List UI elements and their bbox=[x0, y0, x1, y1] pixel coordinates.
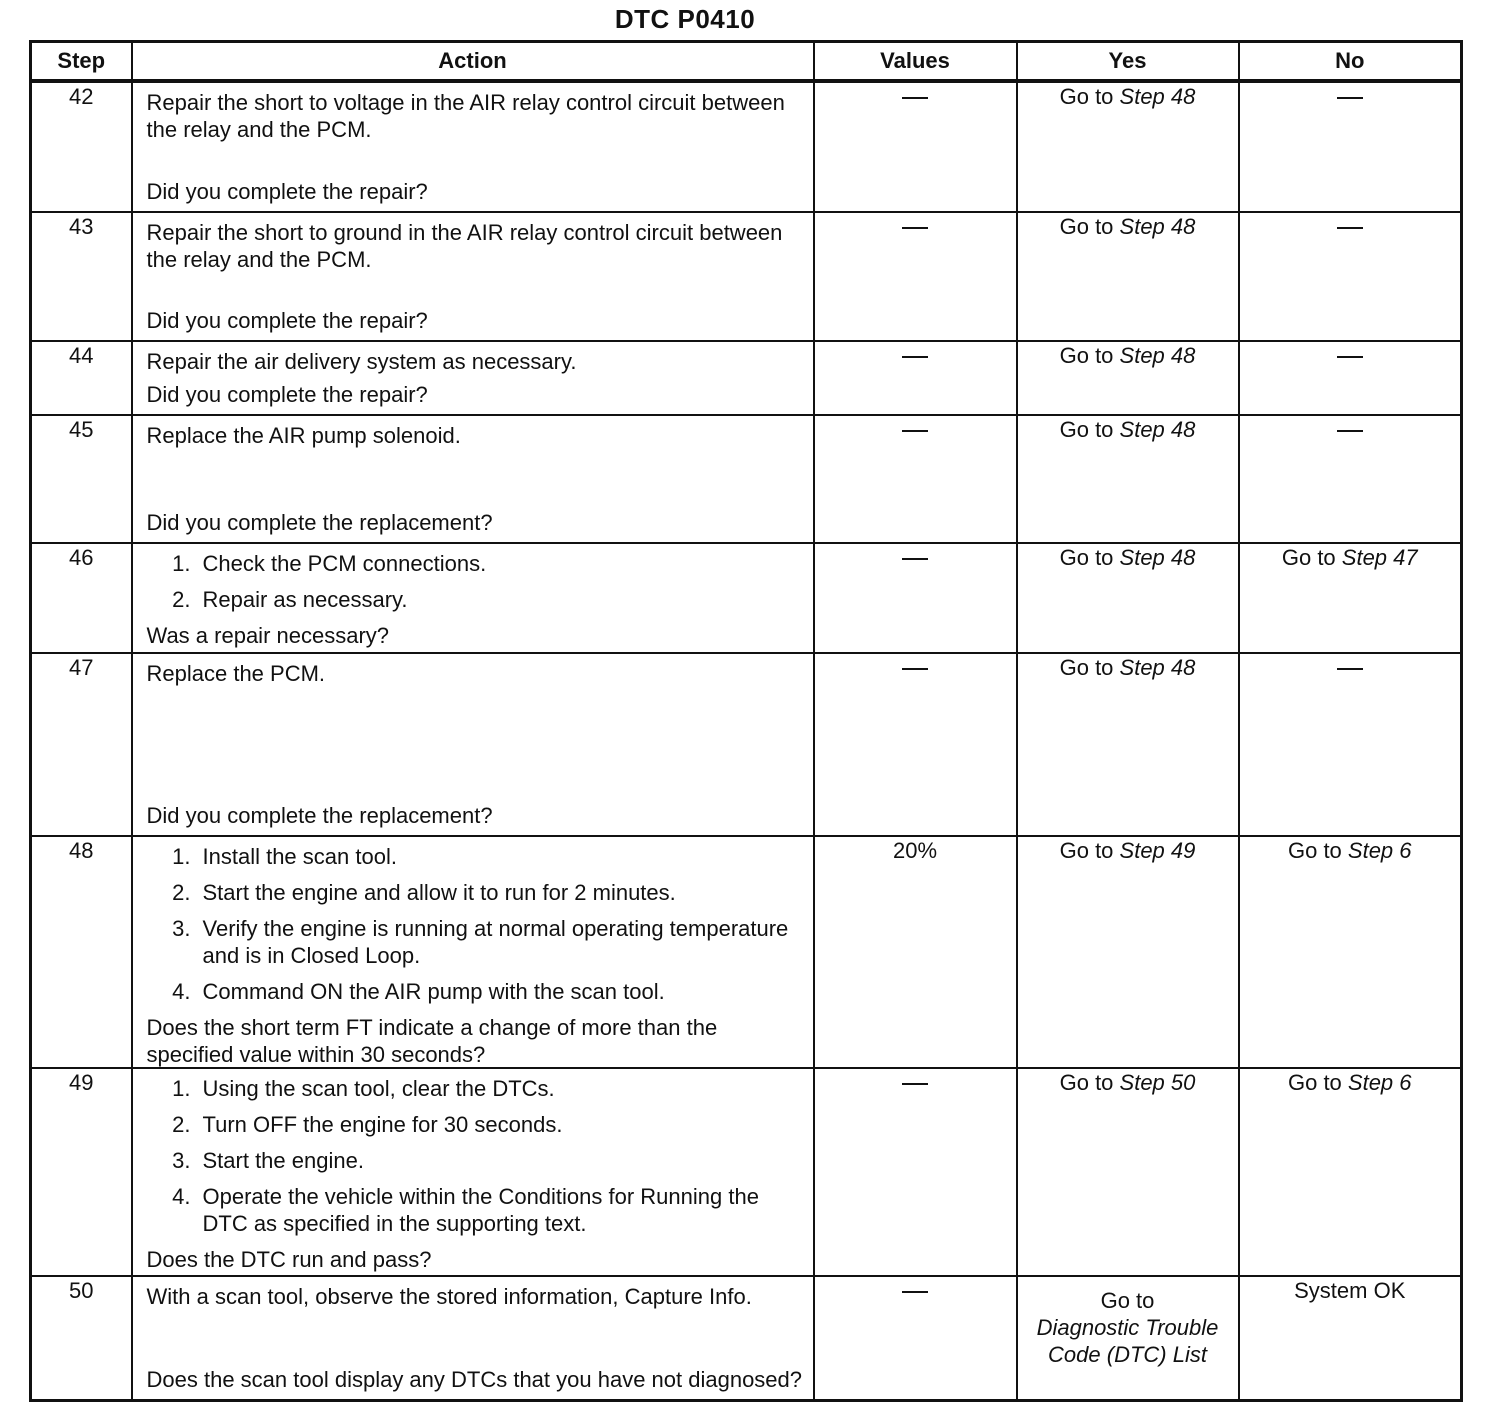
page-title: DTC P0410 bbox=[614, 4, 756, 34]
em-dash bbox=[1337, 668, 1363, 670]
result-text: System OK bbox=[1294, 1278, 1406, 1303]
action-instructions bbox=[147, 843, 803, 1014]
yes-cell bbox=[1017, 1068, 1239, 1276]
go-to-target: Step 48 bbox=[1119, 343, 1196, 368]
em-dash bbox=[1337, 227, 1363, 229]
values-cell bbox=[814, 341, 1017, 415]
action-step-item bbox=[147, 915, 803, 969]
em-dash bbox=[902, 558, 928, 560]
values-cell bbox=[814, 212, 1017, 341]
action-step-number: 3. bbox=[172, 1148, 191, 1173]
action-step-item bbox=[147, 550, 803, 577]
go-to-label: Go to bbox=[1059, 1070, 1120, 1095]
go-to-label: Go to bbox=[1287, 838, 1348, 863]
step-number: 49 bbox=[31, 1068, 132, 1276]
action-cell bbox=[132, 1276, 814, 1401]
action-step-number: 1. bbox=[172, 844, 191, 869]
action-step-number: 2. bbox=[172, 880, 191, 905]
action-text: Replace the PCM. bbox=[146, 661, 326, 686]
action-step-text: Repair as necessary. bbox=[202, 587, 408, 612]
go-to-target: Step 47 bbox=[1341, 545, 1418, 570]
yes-cell bbox=[1017, 212, 1239, 341]
values-cell bbox=[814, 653, 1017, 836]
action-step-item bbox=[147, 1147, 803, 1174]
yes-cell bbox=[1017, 415, 1239, 543]
table-row bbox=[31, 543, 1462, 653]
table-row bbox=[31, 653, 1462, 836]
action-content bbox=[133, 342, 813, 414]
action-content bbox=[133, 416, 813, 542]
table-row bbox=[31, 81, 1462, 212]
action-instructions bbox=[147, 219, 803, 273]
action-steps bbox=[147, 843, 803, 1005]
action-instructions bbox=[147, 1283, 803, 1310]
action-step-number: 2. bbox=[172, 1112, 191, 1137]
go-to-label: Go to bbox=[1059, 417, 1120, 442]
action-cell bbox=[132, 81, 814, 212]
go-to-step bbox=[1018, 544, 1238, 575]
action-step-text: Turn OFF the engine for 30 seconds. bbox=[202, 1112, 563, 1137]
action-step-item bbox=[147, 843, 803, 870]
step-number: 45 bbox=[31, 415, 132, 543]
action-content bbox=[133, 837, 813, 1067]
action-cell bbox=[132, 212, 814, 341]
go-to-target: Step 48 bbox=[1119, 545, 1196, 570]
go-to-step bbox=[1240, 544, 1461, 575]
action-instructions bbox=[147, 89, 803, 143]
header-yes: Yes bbox=[1017, 42, 1239, 82]
go-to-label: Go to bbox=[1059, 545, 1120, 570]
action-question: Did you complete the replacement? bbox=[146, 803, 493, 828]
go-to-target: Step 48 bbox=[1119, 417, 1196, 442]
table-body bbox=[31, 81, 1462, 1401]
action-text: Repair the short to voltage in the AIR relay control circuit between the relay and the PCM. bbox=[146, 90, 785, 142]
no-cell bbox=[1239, 415, 1462, 543]
no-cell bbox=[1239, 543, 1462, 653]
action-text: Repair the air delivery system as necessary. bbox=[146, 349, 577, 374]
action-text: With a scan tool, observe the stored information, Capture Info. bbox=[146, 1284, 752, 1309]
yes-cell bbox=[1017, 1276, 1239, 1401]
action-step-number: 1. bbox=[172, 551, 191, 576]
action-cell bbox=[132, 1068, 814, 1276]
action-content bbox=[133, 1277, 813, 1399]
no-cell bbox=[1239, 836, 1462, 1068]
table-row bbox=[31, 1276, 1462, 1401]
action-cell bbox=[132, 653, 814, 836]
go-to-target: Step 6 bbox=[1347, 838, 1412, 863]
go-to-step bbox=[1018, 1069, 1238, 1100]
action-instructions bbox=[147, 660, 803, 687]
yes-cell bbox=[1017, 543, 1239, 653]
go-to-target: Step 50 bbox=[1119, 1070, 1196, 1095]
header-step: Step bbox=[31, 42, 132, 82]
step-number: 43 bbox=[31, 212, 132, 341]
values-cell bbox=[814, 415, 1017, 543]
go-to-label: Go to bbox=[1059, 343, 1120, 368]
action-step-item bbox=[147, 978, 803, 1005]
go-to-target: Step 48 bbox=[1119, 214, 1196, 239]
action-text: Repair the short to ground in the AIR relay control circuit between the relay and the PCM. bbox=[146, 220, 783, 272]
table-header-row bbox=[31, 42, 1462, 82]
values-cell bbox=[814, 81, 1017, 212]
action-cell bbox=[132, 543, 814, 653]
go-to-label: Go to bbox=[1287, 1070, 1348, 1095]
action-question: Does the DTC run and pass? bbox=[146, 1247, 432, 1272]
action-content bbox=[133, 544, 813, 652]
action-question: Did you complete the replacement? bbox=[146, 510, 493, 535]
no-cell bbox=[1239, 653, 1462, 836]
action-step-text: Verify the engine is running at normal operating temperature and is in Closed Loop. bbox=[202, 916, 789, 968]
action-step-text: Using the scan tool, clear the DTCs. bbox=[202, 1076, 555, 1101]
action-question: Was a repair necessary? bbox=[146, 623, 390, 648]
action-text: Replace the AIR pump solenoid. bbox=[146, 423, 461, 448]
action-question: Does the short term FT indicate a change of more than the specified value within 30 seconds? bbox=[146, 1015, 718, 1067]
em-dash bbox=[902, 356, 928, 358]
action-step-text: Check the PCM connections. bbox=[202, 551, 487, 576]
value-text: 20% bbox=[892, 838, 938, 863]
yes-cell bbox=[1017, 81, 1239, 212]
action-steps bbox=[147, 1075, 803, 1237]
action-step-number: 4. bbox=[172, 1184, 191, 1209]
action-step-text: Command ON the AIR pump with the scan tool. bbox=[202, 979, 665, 1004]
go-to-step bbox=[1240, 1069, 1461, 1100]
action-step-text: Install the scan tool. bbox=[202, 844, 397, 869]
em-dash bbox=[902, 97, 928, 99]
action-content bbox=[133, 654, 813, 835]
no-cell bbox=[1239, 81, 1462, 212]
yes-cell bbox=[1017, 341, 1239, 415]
go-to-target: Step 48 bbox=[1119, 655, 1196, 680]
em-dash bbox=[902, 668, 928, 670]
header-values: Values bbox=[814, 42, 1017, 82]
step-number: 48 bbox=[31, 836, 132, 1068]
go-to-target: Step 48 bbox=[1119, 84, 1196, 109]
go-to-label: Go to bbox=[1100, 1288, 1155, 1313]
no-cell bbox=[1239, 1276, 1462, 1401]
action-step-number: 2. bbox=[172, 587, 191, 612]
go-to-step bbox=[1240, 837, 1461, 868]
go-to-target: Step 6 bbox=[1347, 1070, 1412, 1095]
action-step-item bbox=[147, 879, 803, 906]
action-step-item bbox=[147, 1075, 803, 1102]
go-to-step bbox=[1018, 837, 1238, 868]
action-step-number: 1. bbox=[172, 1076, 191, 1101]
header-no: No bbox=[1239, 42, 1462, 82]
action-question: Did you complete the repair? bbox=[146, 179, 428, 204]
action-cell bbox=[132, 415, 814, 543]
step-number: 50 bbox=[31, 1276, 132, 1401]
yes-cell bbox=[1017, 653, 1239, 836]
no-cell bbox=[1239, 341, 1462, 415]
action-instructions bbox=[147, 1075, 803, 1246]
action-step-text: Start the engine and allow it to run for 2 minutes. bbox=[202, 880, 676, 905]
go-to-step bbox=[1018, 654, 1238, 685]
go-to-label: Go to bbox=[1059, 84, 1120, 109]
action-step-text: Start the engine. bbox=[202, 1148, 364, 1173]
action-question: Does the scan tool display any DTCs that you have not diagnosed? bbox=[146, 1367, 803, 1392]
go-to-label: Go to bbox=[1281, 545, 1342, 570]
action-question: Did you complete the repair? bbox=[146, 308, 428, 333]
no-cell bbox=[1239, 212, 1462, 341]
action-content bbox=[133, 1069, 813, 1275]
values-cell bbox=[814, 1276, 1017, 1401]
table-row bbox=[31, 836, 1462, 1068]
action-step-number: 4. bbox=[172, 979, 191, 1004]
action-steps bbox=[147, 550, 803, 613]
action-content bbox=[133, 213, 813, 340]
table-row bbox=[31, 212, 1462, 341]
go-to-target: Step 49 bbox=[1119, 838, 1196, 863]
go-to-step bbox=[1018, 342, 1238, 373]
action-step-number: 3. bbox=[172, 916, 191, 941]
action-step-item bbox=[147, 1183, 803, 1237]
action-step-text: Operate the vehicle within the Conditions for Running the DTC as specified in the supporting text. bbox=[202, 1184, 759, 1236]
diagnostic-table bbox=[29, 40, 1463, 1402]
em-dash bbox=[1337, 356, 1363, 358]
action-question: Did you complete the repair? bbox=[146, 382, 428, 407]
step-number: 42 bbox=[31, 81, 132, 212]
action-cell bbox=[132, 836, 814, 1068]
go-to-step bbox=[1018, 83, 1238, 114]
step-number: 44 bbox=[31, 341, 132, 415]
action-instructions bbox=[147, 348, 803, 375]
em-dash bbox=[902, 430, 928, 432]
em-dash bbox=[902, 1083, 928, 1085]
em-dash bbox=[902, 227, 928, 229]
go-to-label: Go to bbox=[1059, 655, 1120, 680]
go-to-diagnostic-list bbox=[1018, 1277, 1238, 1368]
table-row bbox=[31, 341, 1462, 415]
go-to-target: Diagnostic Trouble Code (DTC) List bbox=[1036, 1315, 1219, 1367]
action-content bbox=[133, 83, 813, 211]
go-to-step bbox=[1018, 416, 1238, 447]
values-cell bbox=[814, 543, 1017, 653]
table-row bbox=[31, 1068, 1462, 1276]
go-to-step bbox=[1018, 213, 1238, 244]
step-number: 46 bbox=[31, 543, 132, 653]
em-dash bbox=[902, 1291, 928, 1293]
em-dash bbox=[1337, 97, 1363, 99]
yes-cell bbox=[1017, 836, 1239, 1068]
table-row bbox=[31, 415, 1462, 543]
action-instructions bbox=[147, 422, 803, 449]
values-cell bbox=[814, 1068, 1017, 1276]
action-step-item bbox=[147, 586, 803, 613]
header-action: Action bbox=[132, 42, 814, 82]
go-to-label: Go to bbox=[1059, 214, 1120, 239]
em-dash bbox=[1337, 430, 1363, 432]
values-cell bbox=[814, 836, 1017, 1068]
step-number: 47 bbox=[31, 653, 132, 836]
no-cell bbox=[1239, 1068, 1462, 1276]
go-to-label: Go to bbox=[1059, 838, 1120, 863]
action-cell bbox=[132, 341, 814, 415]
action-step-item bbox=[147, 1111, 803, 1138]
action-instructions bbox=[147, 550, 803, 622]
